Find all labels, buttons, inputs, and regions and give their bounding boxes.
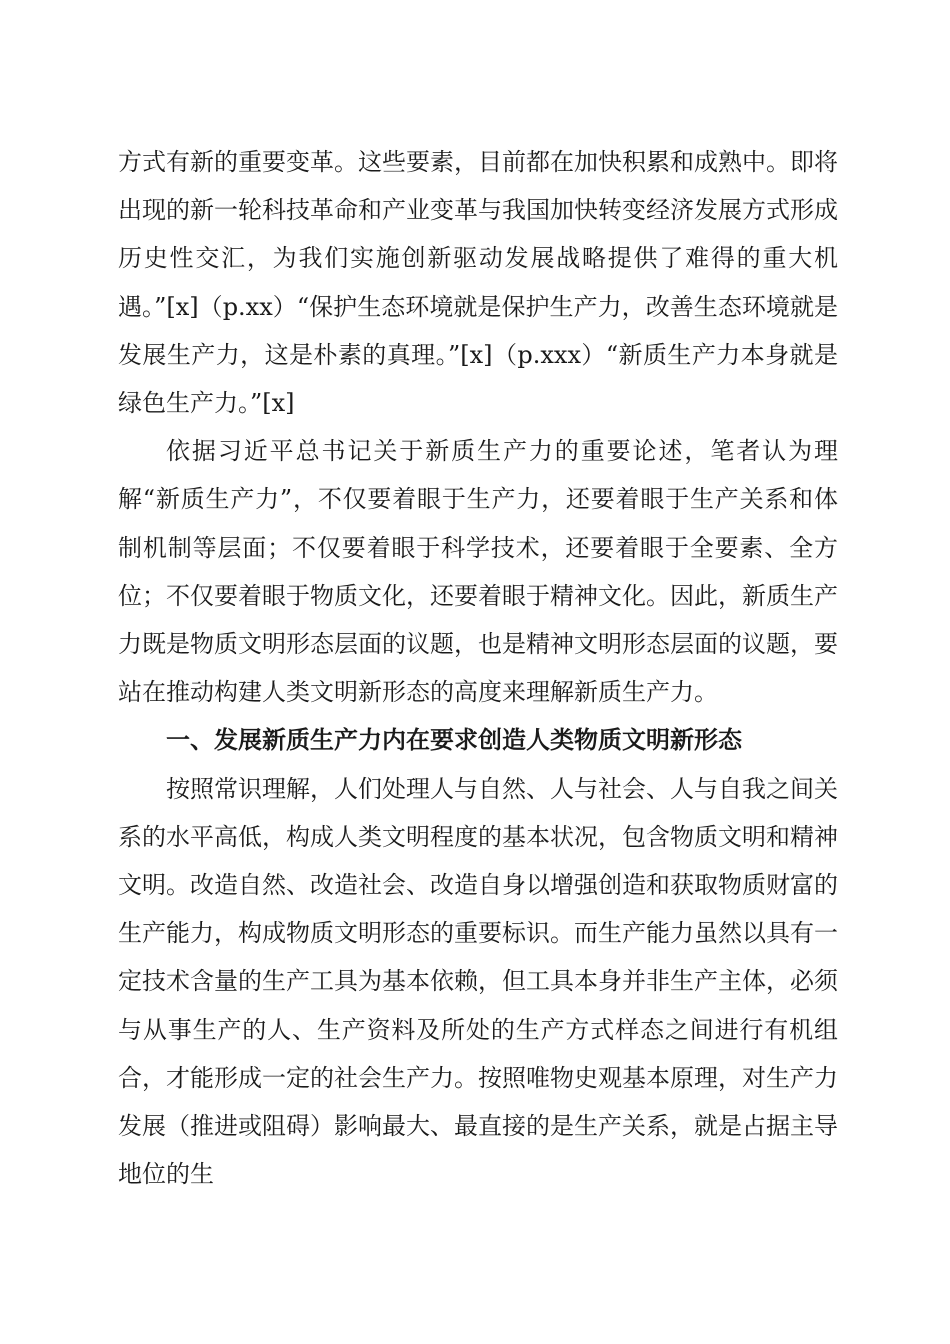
paragraph-argument: 依据习近平总书记关于新质生产力的重要论述，笔者认为理解“新质生产力”，不仅要着眼于生产力，还要着眼于生产关系和体制机制等层面；不仅要着眼于科学技术，还要着眼于全要素、全方位；不仅要着眼于物质文化，还要着眼于精神文化。因此，新质生产力既是物质文明形态层面的议题，也是精神文明形态层面的议题，要站在推动构建人类文明新形态的高度来理解新质生产力。 [118, 437, 838, 707]
document-body [118, 138, 838, 1198]
paragraph-continuation: 方式有新的重要变革。这些要素，目前都在加快积累和成熟中。即将出现的新一轮科技革命和产业变革与我国加快转变经济发展方式形成历史性交汇，为我们实施创新驱动发展战略提供了难得的重大机遇。”[x]（p.xx）“保护生态环境就是保护生产力，改善生态环境就是发展生产力，这是朴素的真理。”[x]（p.xxx）“新质生产力本身就是绿色生产力。”[x] [118, 148, 838, 418]
section-heading: 一、发展新质生产力内在要求创造人类物质文明新形态 [166, 726, 742, 755]
paragraph-section-body: 按照常识理解，人们处理人与自然、人与社会、人与自我之间关系的水平高低，构成人类文明程度的基本状况，包含物质文明和精神文明。改造自然、改造社会、改造自身以增强创造和获取物质财富的生产能力，构成物质文明形态的重要标识。而生产能力虽然以具有一定技术含量的生产工具为基本依赖，但工具本身并非生产主体，必须与从事生产的人、生产资料及所处的生产方式样态之间进行有机组合，才能形成一定的社会生产力。按照唯物史观基本原理，对生产力发展（推进或阻碍）影响最大、最直接的是生产关系，就是占据主导地位的生 [118, 774, 838, 1189]
